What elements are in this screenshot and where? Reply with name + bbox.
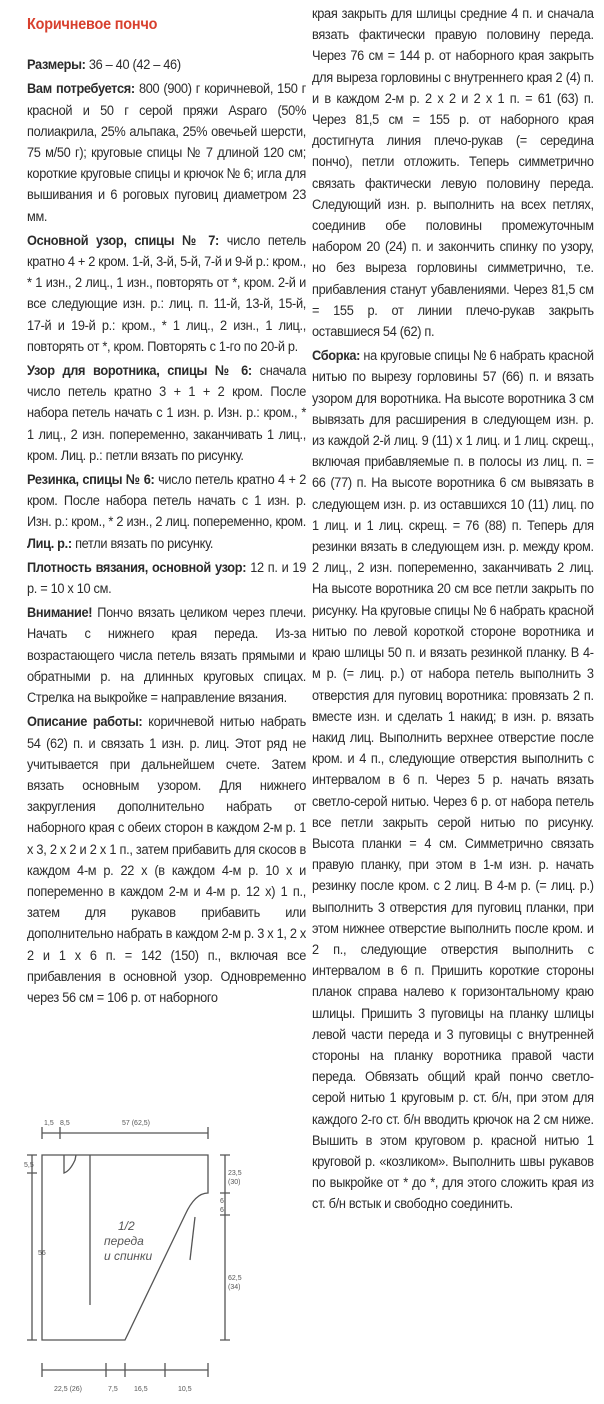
- materials-paragraph: [27, 79, 306, 227]
- assembly-text: на круговые спицы № 6 набрать красной нитью по вырезу горловины 57 (66) п. и вязать узором для воротника. На высоте воротника 3 см вывязать для расширения в следующем изн. р. из каждой 2-й лиц. 9 (11) х 1 лиц. и 1 лиц. скрещ., включая прибавляемые п. в полосы из лиц. п. = 66 (77) п. На высоте воротника 6 см вывязать в следующем изн. р. из оставшихся 10 (11) лиц. по 1 лиц. и 1 лиц. скрещ. = 76 (88) п. Теперь для резинки вязать в следующем изн. р. между кром. 2 лиц., 2 изн. попеременно, заканчивать 2 лиц. На высоте воротника 20 см все петли закрыть по рисунку. На круговые спицы № 6 набрать красной нитью по левой короткой стороне воротника и краю шлицы 50 п. и вязать резинкой планку. В 4-м р. (= лиц. р.) от набора петель выполнить 3 отверстия для пуговиц воротника: провязать 2 п. вместе изн. и сделать 1 накид; в изн. р. вязать накид лиц. Выполнить верхнее отверстие после кром. и 4 п., следующие отверстия выполнить с интервалом в 6 п. Через 5 р. начать вязать светло-серой нитью. Через 6 р. от набора петель все петли закрыть серой нитью по рисунку. Высота планки = 4 см. Симметрично связать правую планку, при этом в 1-м изн. р. начать резинку после кром. с 2 лиц. В 4-м р. (= лиц. р.) выполнить 3 отверстия для пуговиц планки, при этом нижнее отверстие выполнить после кром. и 2 п., следующие отверстия выполнить с интервалом в 6 п. Пришить короткие стороны планок справа налево к горизонтальному краю шлицы. Пришить 3 пуговицы на планку шлицы левой части переда и 3 пуговицы с внутренней стороны на планку воротника правой части переда. Обвязать общий край пончо светло-серой нитью 1 круговым р. ст. б/н, при этом для каждого 2-го ст. б/н вводить крючок на 2 см ниже. Вышить в этом круговом р. красной нитью 1 круговой р. «козликом». Выполнить швы рукавов по выкройке от * до *, для этого сложить края из ст. б/н встык и свободно соединить.: [312, 348, 594, 1213]
- work-text: коричневой нитью набрать 54 (62) п. и связать 1 изн. р. лиц. Этот ряд не учитывается при дальнейшем счете. Затем вязать основным узором. Для нижнего закругления дополнительно набрать от наборного края с обеих сторон в каждом 2-м р. 1 х 3, 2 х 2 и 2 х 1 п., затем прибавить для скосов в каждом 4-м р. 22 х (в каждом 4-м р. 10 х и попеременно в каждом 2-м и 4-м р. 12 х) 1 п., затем для рукавов прибавить или дополнительно набрать в каждом 2-м р. 3 х 1, 2 х 2 и 1 х 6 п. = 142 (150) п., включая все прибавления в основной узор. Одновременно через 56 см = 106 р. от наборного: [27, 714, 306, 1006]
- density-text: 12 п. и 19 р. = 10 х 10 см.: [27, 559, 307, 598]
- sizes-label: Размеры:: [27, 57, 86, 74]
- collar-pattern-label: Узор для воротника, спицы № 6:: [27, 363, 252, 380]
- left-column: [27, 14, 306, 1012]
- dim-left-height: 56: [38, 1250, 46, 1257]
- diagram-label-3: и спинки: [104, 1249, 153, 1263]
- materials-label: Вам потребуется:: [27, 81, 135, 98]
- dim-bottom-c: 16,5: [134, 1386, 148, 1393]
- density-label: Плотность вязания, основной узор:: [27, 559, 247, 576]
- dim-top-left-b: 8,5: [60, 1120, 70, 1127]
- dim-right-low-b: (34): [228, 1284, 241, 1291]
- dim-right-mid: 6: [220, 1198, 224, 1205]
- work-label: Описание работы:: [27, 714, 143, 731]
- diagram-label-2: переда: [104, 1234, 144, 1248]
- dim-right-top-b: (30): [228, 1179, 241, 1186]
- dim-bottom-b: 7,5: [108, 1386, 118, 1393]
- materials-text: 800 (900) г коричневой, 150 г красной и 50 г серой пряжи Asparo (50% полиакрила, 25% альпака, 25% овечьей шерсти, 75 м/50 г); круговые спицы № 7 длиной 120 см; короткие круговые спицы и крючок № 6; игла для вышивания и 6 роговых пуговиц диаметром 23 мм.: [27, 81, 306, 225]
- dim-bottom-d: 10,5: [178, 1386, 192, 1393]
- main-pattern-label: Основной узор, спицы № 7:: [27, 232, 219, 249]
- neckline-cut: [64, 1155, 76, 1173]
- slant-arrow: [190, 1217, 195, 1260]
- assembly-label: Сборка:: [312, 348, 361, 365]
- work-paragraph: [27, 712, 306, 1009]
- sizes-paragraph: [27, 55, 306, 76]
- dim-right-low: 62,5: [228, 1275, 242, 1282]
- pattern-diagram: [24, 1095, 260, 1400]
- assembly-paragraph: [312, 346, 594, 1215]
- dim-right-mid-b: 6: [220, 1207, 224, 1214]
- density-paragraph: [27, 558, 306, 600]
- rib-text-2: петли вязать по рисунку.: [75, 535, 214, 552]
- sizes-text: 36 – 40 (42 – 46): [88, 57, 181, 74]
- collar-pattern-text: сначала число петель кратно 3 + 1 + 2 кром. После набора петель начать с 1 изн. р. Изн. р.: кром., * 1 лиц., 2 изн. попеременно, заканчивать 1 лиц., кром. Лиц. р.: петли вязать по рисунку.: [27, 363, 306, 464]
- right-column: [312, 4, 594, 1219]
- dim-right-top: 23,5: [228, 1170, 242, 1177]
- work-continued-text: края закрыть для шлицы средние 4 п. и сначала вязать фактически правую половину переда. Через 76 см = 144 р. от наборного края закрыть для выреза горловины с внутреннего края 2 (4) п. и в каждом 2-м р. 2 х 2 и 2 х 1 п. = 61 (63) п. Через 81,5 см = 155 р. от наборного края достигнута линия плечо-рукав (= середина пончо), петли отложить. Теперь симметрично связать фактически левую половину переда. Следующий изн. р. выполнить на всех петлях, соединив обе половины промежуточным набором 20 (24) п. и закончить спинку по узору, но без выреза горловины симметрично, т.е. прибавления станут убавлениями. Через 81,5 см = 155 р. от линии плечо-рукав закрыть оставшиеся 54 (62) п.: [312, 6, 594, 341]
- attention-paragraph: [27, 603, 306, 709]
- dim-top-left: 1,5: [44, 1120, 54, 1127]
- main-pattern-text: число петель кратно 4 + 2 кром. 1-й, 3-й, 5-й, 7-й и 9-й р.: кром., * 1 изн., 2 лиц., 1 изн., повторять от *, кром. 2-й и все следующие изн. р.: лиц. п. 11-й, 13-й, 15-й, 17-й и 19-й р.: кром., * 1 лиц., 2 изн., 1 лиц., повторять от *, кром. Повторять с 1-го по 20-й р.: [27, 232, 307, 355]
- dim-bottom-a: 22,5 (26): [54, 1386, 83, 1393]
- rib-label: Резинка, спицы № 6:: [27, 472, 155, 489]
- work-continued-paragraph: [312, 4, 594, 343]
- collar-pattern-paragraph: [27, 361, 306, 467]
- rib-label-2: Лиц. р.:: [27, 535, 72, 552]
- dim-top-width: 57 (62,5): [122, 1120, 151, 1127]
- rib-paragraph: [27, 470, 306, 555]
- attention-label: Внимание!: [27, 605, 93, 622]
- diagram-label-1: 1/2: [118, 1219, 135, 1233]
- dim-left-top: 5,5: [24, 1162, 34, 1169]
- article-title: Коричневое пончо: [27, 16, 158, 33]
- rib-text: число петель кратно 4 + 2 кром. После набора петель начать с 1 изн. р. Изн. р.: кром., * 2 изн., 2 лиц. попеременно, кром.: [27, 472, 306, 531]
- attention-text: Пончо вязать целиком через плечи. Начать с нижнего края переда. Из-за возрастающего числа петель вязать прямыми и обратными р. на длинных круговых спицах. Стрелка на выкройке = направление вязания.: [27, 605, 307, 707]
- main-pattern-paragraph: [27, 231, 306, 358]
